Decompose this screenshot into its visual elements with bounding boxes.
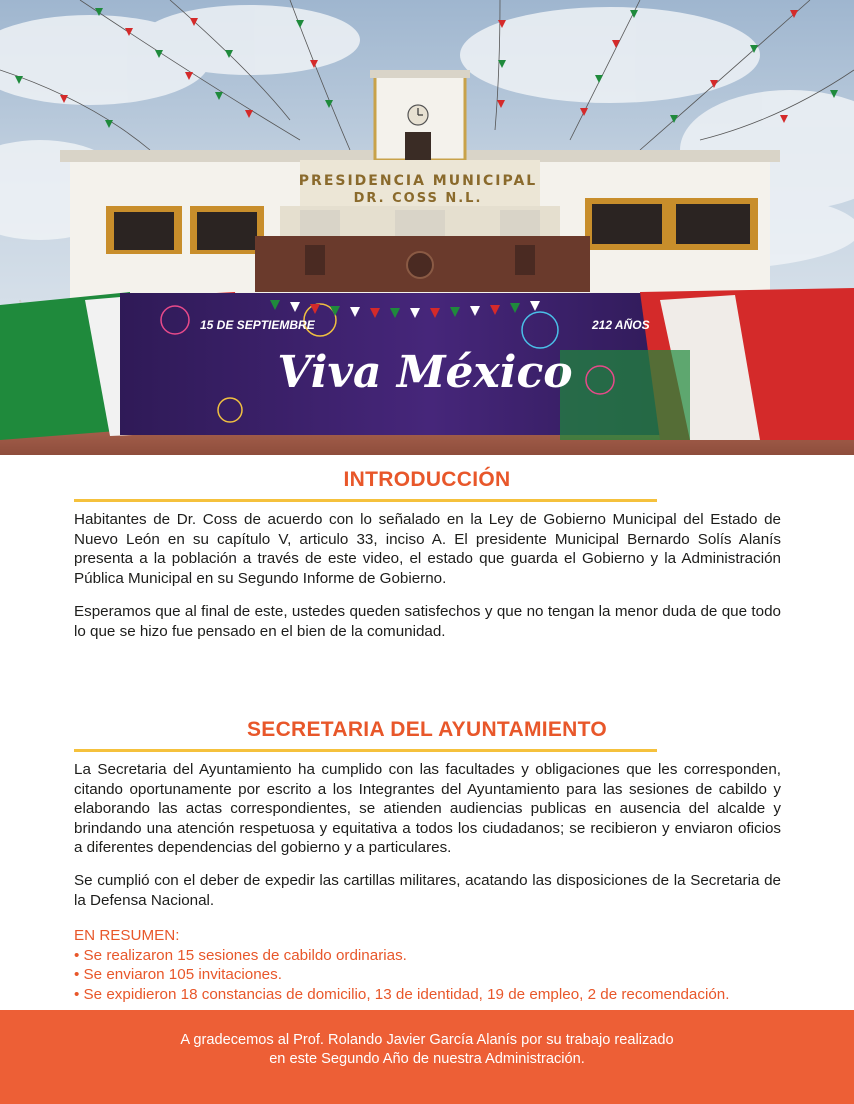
summary-item: • Se realizaron 15 sesiones de cabildo ordinarias. (74, 946, 407, 964)
summary-heading: EN RESUMEN: (74, 927, 180, 944)
hero-illustration (0, 0, 854, 455)
banner-title: Viva México (277, 347, 573, 398)
viva-mexico-banner (0, 288, 854, 440)
footer-line-1: A gradecemos al Prof. Rolando Javier García Alanís por su trabajo realizado (180, 1032, 674, 1048)
footer-band (0, 1010, 854, 1104)
intro-rule (74, 499, 657, 502)
secretaria-paragraph-1: La Secretaria del Ayuntamiento ha cumplido con las facultades y obligaciones que les corresponden, citando oportunamente por escrito a los Integrantes del Ayuntamiento para las sesiones de cabildo y elaborando las actas correspondientes, se atienden audiencias publicas en ausencia del alcalde y brindando una atención respetuosa y equitativa a todos los ciudadanos; se recibieron y enviaron oficios a diferentes dependencias del gobierno y a particulares. (74, 761, 781, 856)
banner-date: 15 DE SEPTIEMBRE (200, 318, 315, 332)
secretaria-paragraph-2: Se cumplió con el deber de expedir las cartillas militares, acatando las disposiciones de la Secretaria de la Defensa Nacional. (74, 872, 781, 909)
summary-item: • Se enviaron 105 invitaciones. (74, 966, 282, 983)
intro-paragraph-2: Esperamos que al final de este, ustedes queden satisfechos y que no tengan la menor duda de que todo lo que se hizo fue pensado en el bien de la comunidad. (74, 603, 781, 640)
intro-paragraph-1: Habitantes de Dr. Coss de acuerdo con lo señalado en la Ley de Gobierno Municipal del Estado de Nuevo León en su capítulo V, articulo 33, inciso A. El presidente Municipal Bernardo Solís Alanís presenta a la población a través de este video, el estado que guarda el Gobierno y la Administración Pública Municipal en su Segundo Informe de Gobierno. (74, 511, 781, 587)
summary-item: • Se expidieron 18 constancias de domicilio, 13 de identidad, 19 de empleo, 2 de recomendación. (74, 985, 730, 1003)
secretaria-rule (74, 749, 657, 752)
hero-figures (560, 350, 690, 440)
hero-photo (0, 0, 854, 455)
building-sign-line2: DR. COSS N.L. (353, 191, 483, 206)
intro-title: INTRODUCCIÓN (343, 468, 511, 491)
secretaria-title: SECRETARIA DEL AYUNTAMIENTO (246, 718, 608, 741)
footer-line-2: en este Segundo Año de nuestra Administración. (269, 1051, 585, 1067)
summary-block (74, 926, 794, 1004)
banner-years: 212 AÑOS (592, 318, 650, 332)
building-sign-line1: PRESIDENCIA MUNICIPAL (298, 173, 538, 189)
